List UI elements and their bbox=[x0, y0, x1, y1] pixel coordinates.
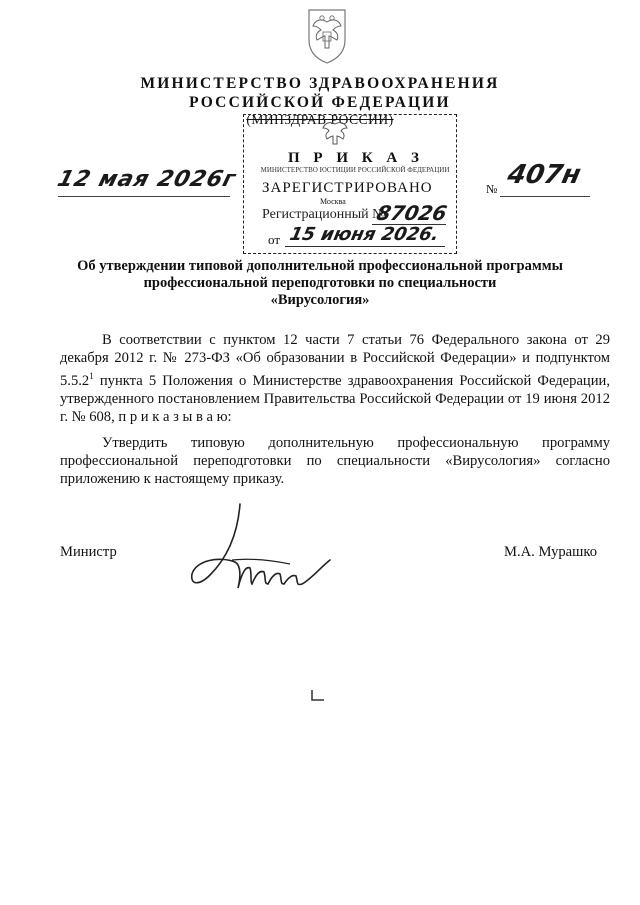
body-paragraph-1 bbox=[60, 331, 610, 426]
stamp-city: Москва bbox=[320, 197, 346, 206]
date-underline bbox=[58, 196, 230, 197]
stamp-date-prefix: от bbox=[268, 232, 281, 247]
title-line3: «Вирусология» bbox=[270, 292, 370, 308]
ministry-name-line2: РОССИЙСКОЙ ФЕДЕРАЦИИ bbox=[189, 94, 451, 111]
regdate-underline bbox=[285, 246, 445, 247]
stamp-emblem-icon bbox=[317, 118, 353, 148]
stamp-regnum-value: 87026 bbox=[374, 201, 450, 225]
handwritten-signature-icon bbox=[180, 500, 350, 610]
p1-superscript: 1 bbox=[89, 371, 94, 381]
body-paragraph-2 bbox=[60, 434, 610, 488]
number-underline bbox=[500, 196, 590, 197]
document-type: П Р И К А З bbox=[288, 150, 424, 166]
ministry-name-line1: МИНИСТЕРСТВО ЗДРАВООХРАНЕНИЯ bbox=[140, 75, 500, 92]
coat-of-arms-icon bbox=[303, 6, 351, 66]
stamp-date-value: 15 июня 2026. bbox=[287, 224, 441, 245]
signer-role: Министр bbox=[60, 544, 117, 560]
number-sign: № bbox=[486, 182, 498, 196]
order-date: 12 мая 2026г bbox=[54, 167, 239, 192]
stamp-registered: ЗАРЕГИСТРИРОВАНО bbox=[262, 180, 433, 196]
stamp-regnum-label: Регистрационный № bbox=[262, 207, 386, 222]
ministry-short-name: (МИНЗДРАВ РОССИИ) bbox=[246, 112, 394, 127]
corner-mark-icon bbox=[310, 688, 330, 708]
p2-text: Утвердить типовую дополнительную профессиональную программу профессиональной переподготовки по специальности «Вирусология» согласно приложению к настоящему приказу. bbox=[60, 435, 610, 487]
p1-part-a: В соответствии с пунктом 12 части 7 статьи 76 Федерального закона от 29 декабря 2012 г. № 273-ФЗ «Об образовании в Российской Федерации» и подпунктом 5.5.2 bbox=[60, 332, 610, 389]
title-line1: Об утверждении типовой дополнительной профессиональной программы bbox=[77, 258, 563, 274]
title-line2: профессиональной переподготовки по специальности bbox=[143, 275, 497, 291]
order-number: 407н bbox=[504, 160, 584, 190]
document-title bbox=[50, 258, 590, 309]
stamp-ministry: МИНИСТЕРСТВО ЮСТИЦИИ РОССИЙСКОЙ ФЕДЕРАЦИИ bbox=[260, 166, 450, 174]
signer-name: М.А. Мурашко bbox=[504, 544, 598, 560]
p1-part-b: пункта 5 Положения о Министерстве здравоохранения Российской Федерации, утвержденного постановлением Правительства Российской Федерации от 19 июня 2012 г. № 608, п р и к а з ы в а ю: bbox=[60, 372, 610, 425]
